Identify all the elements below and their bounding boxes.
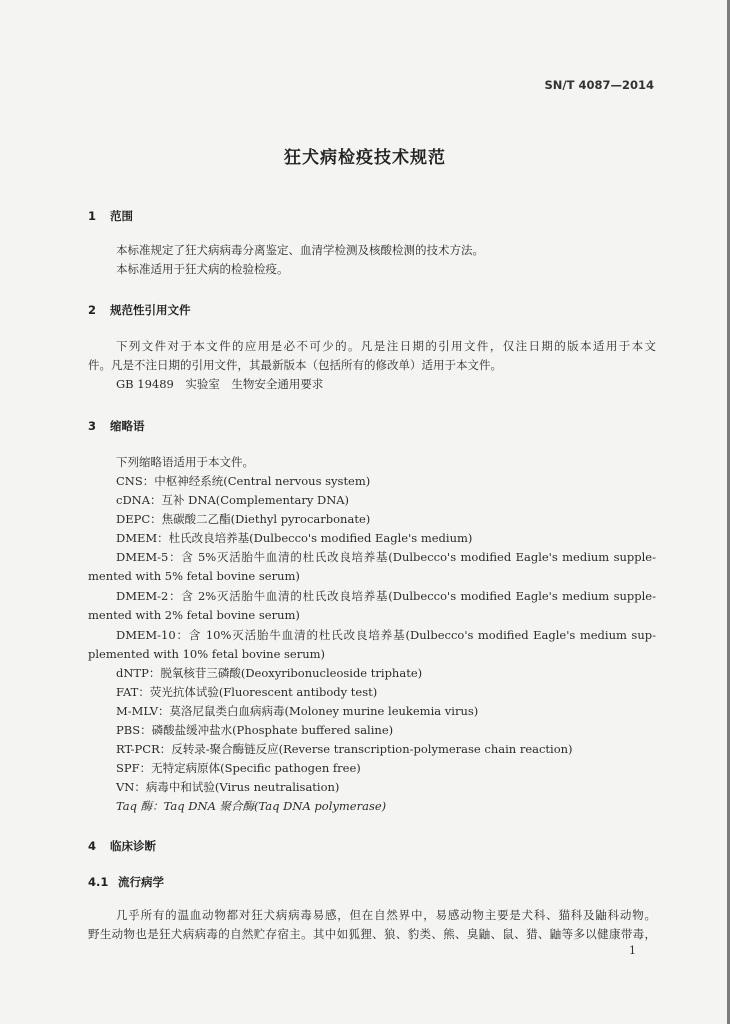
- reference-item: GB 19489 实验室 生物安全通用要求: [116, 377, 324, 391]
- section-title: 规范性引用文件: [110, 303, 191, 317]
- abbreviation-item: cDNA：互补 DNA(Complementary DNA): [116, 493, 350, 507]
- document-title: 狂犬病检疫技术规范: [284, 148, 446, 168]
- standard-code: SN/T 4087—2014: [544, 78, 654, 92]
- subsection-4-1-heading: [88, 874, 164, 890]
- section-number: 3: [88, 419, 97, 433]
- paragraph-line: 下列文件对于本文件的应用是必不可少的。凡是注日期的引用文件，仅注日期的版本适用于本文: [116, 339, 656, 353]
- abbreviation-item: DMEM：杜氏改良培养基(Dulbecco's modified Eagle's medium): [116, 531, 473, 545]
- abbreviation-item: DMEM-5：含 5%灭活胎牛血清的杜氏改良培养基(Dulbecco's modified Eagle's medium supple-: [116, 550, 656, 564]
- abbreviation-item: PBS：磷酸盐缓冲盐水(Phosphate buffered saline): [116, 723, 394, 737]
- subsection-title: 流行病学: [118, 875, 164, 889]
- abbreviation-item: VN：病毒中和试验(Virus neutralisation): [116, 780, 340, 794]
- section-number: 2: [88, 303, 97, 317]
- paragraph-line: 件。凡是不注日期的引用文件，其最新版本（包括所有的修改单）适用于本文件。: [88, 358, 502, 372]
- abbreviation-item: DMEM-10：含 10%灭活胎牛血清的杜氏改良培养基(Dulbecco's modified Eagle's medium sup-: [116, 628, 656, 642]
- section-2-heading: [88, 302, 191, 318]
- section-number: 4: [88, 839, 97, 853]
- abbreviation-item: SPF：无特定病原体(Specific pathogen free): [116, 761, 361, 775]
- abbreviation-continuation: plemented with 10% fetal bovine serum): [88, 647, 326, 661]
- abbreviation-item: M-MLV：莫洛尼鼠类白血病病毒(Moloney murine leukemia virus): [116, 704, 479, 718]
- abbreviation-continuation: mented with 5% fetal bovine serum): [88, 569, 300, 583]
- subsection-number: 4.1: [88, 875, 109, 889]
- section-number: 1: [88, 209, 97, 223]
- abbreviation-continuation: mented with 2% fetal bovine serum): [88, 608, 300, 622]
- abbreviation-item: FAT：荧光抗体试验(Fluorescent antibody test): [116, 685, 378, 699]
- paragraph-line: 几乎所有的温血动物都对狂犬病病毒易感，但在自然界中，易感动物主要是犬科、猫科及鼬科动物。: [116, 908, 656, 922]
- section-title: 临床诊断: [110, 839, 156, 853]
- section-3-heading: [88, 418, 145, 434]
- paragraph-line: 下列缩略语适用于本文件。: [116, 455, 254, 469]
- page-number: 1: [629, 944, 636, 957]
- abbreviation-item: DEPC：焦碳酸二乙酯(Diethyl pyrocarbonate): [116, 512, 371, 526]
- abbreviation-item: RT-PCR：反转录-聚合酶链反应(Reverse transcription-polymerase chain reaction): [116, 742, 573, 756]
- paragraph-line: 本标准规定了狂犬病病毒分离鉴定、血清学检测及核酸检测的技术方法。: [116, 243, 484, 257]
- abbreviation-item: DMEM-2：含 2%灭活胎牛血清的杜氏改良培养基(Dulbecco's modified Eagle's medium supple-: [116, 589, 656, 603]
- paragraph-line: 野生动物也是狂犬病病毒的自然贮存宿主。其中如狐狸、狼、豹类、熊、臭鼬、鼠、猎、鼬等多以健康带毒，: [88, 927, 656, 941]
- abbreviation-item: CNS：中枢神经系统(Central nervous system): [116, 474, 371, 488]
- section-4-heading: [88, 838, 156, 854]
- paragraph-line: 本标准适用于狂犬病的检验检疫。: [116, 262, 289, 276]
- section-title: 缩略语: [110, 419, 145, 433]
- section-1-heading: [88, 208, 133, 224]
- abbreviation-item: dNTP：脱氧核苷三磷酸(Deoxyribonucleoside triphate): [116, 666, 423, 680]
- section-title: 范围: [110, 209, 133, 223]
- abbreviation-item: Taq 酶：Taq DNA 聚合酶(Taq DNA polymerase): [116, 799, 387, 813]
